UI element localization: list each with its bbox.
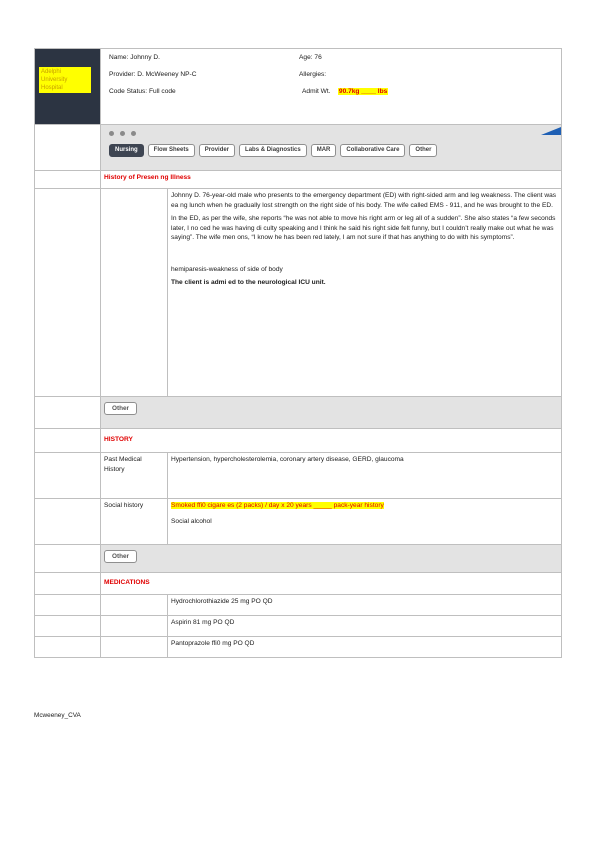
medication-item: Aspirin 81 mg PO QD [168,616,562,637]
tab-labs-diagnostics[interactable]: Labs & Diagnostics [239,144,307,157]
med-row-mid [101,637,168,658]
tab-row [101,125,562,171]
tab-provider[interactable]: Provider [199,144,235,157]
hpi-left [35,171,101,189]
other-row2-left [35,545,101,573]
hpi-body-left [35,189,101,397]
other-row-left [35,397,101,429]
ehr-sheet [34,48,561,658]
other-row-2 [101,545,562,573]
tab-nursing[interactable]: Nursing [109,144,144,157]
ehr-table [34,48,562,658]
smoking-history: Smoked ffi0 cigare es (2 packs) / day x 20 years _____ pack-year history [171,502,384,509]
hpi-paragraph-4: The client is admi ed to the neurological ICU unit. [171,279,326,287]
admit-weight-label: Admit Wt. [302,88,331,95]
history-title: HISTORY [101,429,562,453]
medication-item: Pantoprazole ffi0 mg PO QD [168,637,562,658]
flag-icon [541,127,561,135]
hpi-body-mid [101,189,168,397]
med-row-mid [101,595,168,616]
patient-header [101,49,562,125]
tab-mar[interactable]: MAR [311,144,337,157]
tab-collaborative-care[interactable]: Collaborative Care [340,144,405,157]
social-label: Social history [101,499,168,545]
medications-title: MEDICATIONS [101,573,562,595]
hpi-body [168,189,562,397]
social-value [168,499,562,545]
medication-item: Hydrochlorothiazide 25 mg PO QD [168,595,562,616]
med-row-left [35,637,101,658]
code-status: Code Status: Full code [109,88,176,95]
tab-other[interactable]: Other [409,144,437,157]
tab-row-left [35,125,101,171]
meds-left [35,573,101,595]
document-footer: Mcweeney_CVA [34,712,81,719]
hpi-paragraph-2: In the ED, as per the wife, she reports “he was not able to move his right arm or leg all of a sudden”. She also states “a few seconds later, I no ced he was having di culty speaking and I think he said his right side felt funny, but I couldn’t really make out what he was saying”. The wife men ons, “I know he has been red lately, I am not sure if that has anything to do with his symptoms”. [171,215,556,242]
pmh-left [35,453,101,499]
pmh-label: Past Medical History [101,453,168,499]
hpi-paragraph-1: Johnny D. 76-year-old male who presents to the emergency department (ED) with right-sided arm and leg weakness. The client was ea ng lunch when he gradually lost strength on the right side of his body. The wife called EMS - 911, and he was brought to the ED. [171,192,557,209]
other-tab-1[interactable]: Other [104,402,137,415]
admit-weight-value: 90.7kg ____ lbs [338,88,388,95]
tab-flow-sheets[interactable]: Flow Sheets [148,144,195,157]
other-row [101,397,562,429]
other-tab-2[interactable]: Other [104,550,137,563]
med-row-left [35,616,101,637]
patient-name: Name: Johnny D. [109,54,160,61]
provider: Provider: D. McWeeney NP-C [109,71,197,78]
history-left [35,429,101,453]
alcohol-history: Social alcohol [171,517,212,525]
tab-bar [109,144,553,157]
allergies: Allergies: [299,71,327,78]
med-row-mid [101,616,168,637]
hpi-paragraph-3: hemiparesis-weakness of side of body [171,265,283,273]
patient-age: Age: 76 [299,54,322,61]
pmh-value: Hypertension, hypercholesterolemia, coronary artery disease, GERD, glaucoma [168,453,562,499]
social-left [35,499,101,545]
med-row-left [35,595,101,616]
hospital-logo: Adelphi University Hospital [39,67,91,93]
window-dots [109,131,553,136]
hpi-title: History of Presen ng Illness [101,171,562,189]
hospital-logo-cell [35,49,101,125]
